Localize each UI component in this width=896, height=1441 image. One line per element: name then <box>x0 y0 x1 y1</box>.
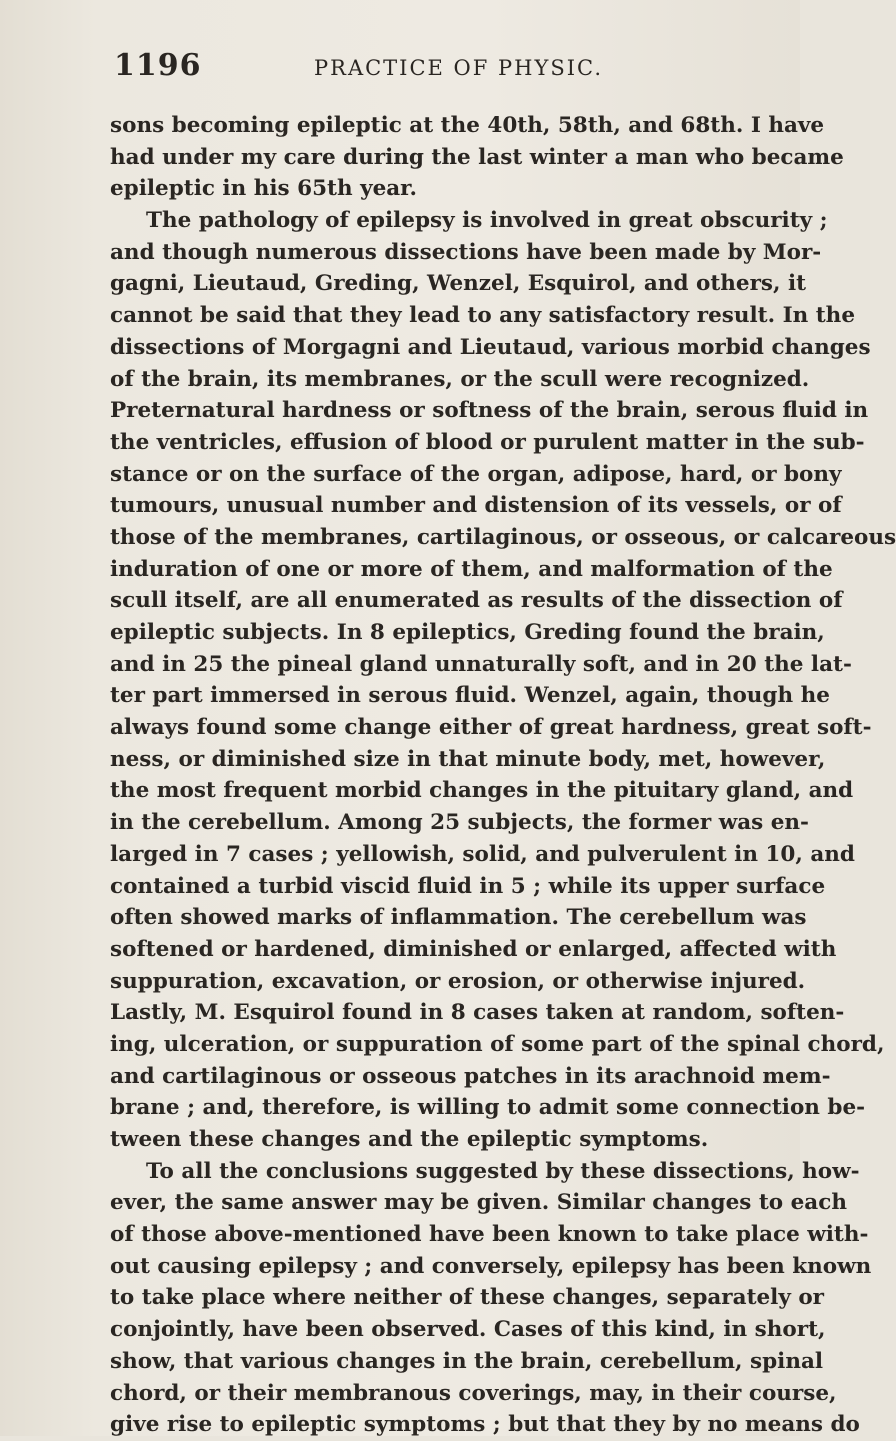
text-line: and in 25 the pineal gland unnaturally soft, and in 20 the lat- <box>110 651 852 677</box>
text-line: larged in 7 cases ; yellowish, solid, and pulverulent in 10, and <box>110 841 855 867</box>
text-line: the most frequent morbid changes in the pituitary gland, and <box>110 778 854 804</box>
text-line: epileptic in his 65th year. <box>110 176 418 202</box>
text-line: gagni, Lieutaud, Greding, Wenzel, Esquirol, and others, it <box>110 271 807 297</box>
text-line: scull itself, are all enumerated as results of the dissection of <box>110 588 843 614</box>
text-line: stance or on the surface of the organ, adipose, hard, or bony <box>110 461 842 487</box>
text-line: dissections of Morgagni and Lieutaud, various morbid changes <box>110 334 871 360</box>
body-text <box>110 110 896 1438</box>
text-line: softened or hardened, diminished or enlarged, affected with <box>110 936 837 962</box>
text-line: contained a turbid viscid fluid in 5 ; while its upper surface <box>110 873 826 899</box>
text-line: of those above-mentioned have been known to take place with- <box>110 1222 869 1248</box>
text-line: and though numerous dissections have been made by Mor- <box>110 239 822 265</box>
text-line: The pathology of epilepsy is involved in great obscurity ; <box>146 208 828 234</box>
running-head: PRACTICE OF PHYSIC. <box>314 56 603 80</box>
text-line: give rise to epileptic symptoms ; but that they by no means do <box>110 1412 860 1438</box>
text-line: ing, ulceration, or suppuration of some part of the spinal chord, <box>110 1031 885 1057</box>
text-line: Preternatural hardness or softness of the brain, serous fluid in <box>110 398 869 424</box>
page-number: 1196 <box>114 48 202 83</box>
paragraph <box>110 110 844 205</box>
paragraph <box>110 205 896 1156</box>
text-line: always found some change either of great hardness, great soft- <box>110 715 872 741</box>
text-line: To all the conclusions suggested by these dissections, how- <box>146 1158 860 1184</box>
text-line: cannot be said that they lead to any satisfactory result. In the <box>110 303 855 329</box>
page-header <box>114 48 734 88</box>
text-line: and cartilaginous or osseous patches in its arachnoid mem- <box>110 1063 831 1089</box>
text-line: show, that various changes in the brain, cerebellum, spinal <box>110 1348 824 1374</box>
text-line: sons becoming epileptic at the 40th, 58th, and 68th. I have <box>110 113 825 138</box>
text-line: brane ; and, therefore, is willing to admit some connection be- <box>110 1095 866 1121</box>
text-line: had under my care during the last winter a man who became <box>110 144 844 170</box>
text-line: suppuration, excavation, or erosion, or otherwise injured. <box>110 968 806 994</box>
text-line: ter part immersed in serous fluid. Wenzel, again, though he <box>110 683 830 709</box>
text-line: ness, or diminished size in that minute body, met, however, <box>110 746 826 772</box>
text-line: Lastly, M. Esquirol found in 8 cases taken at random, soften- <box>110 1000 845 1026</box>
text-line: chord, or their membranous coverings, may, in their course, <box>110 1380 837 1406</box>
text-line: tumours, unusual number and distension of its vessels, or of <box>110 493 842 519</box>
text-line: epileptic subjects. In 8 epileptics, Greding found the brain, <box>110 620 825 645</box>
text-line: induration of one or more of them, and malformation of the <box>110 556 833 582</box>
text-line: often showed marks of inflammation. The cerebellum was <box>110 905 807 931</box>
text-line: those of the membranes, cartilaginous, or osseous, or calcareous <box>110 524 896 550</box>
text-line: the ventricles, effusion of blood or purulent matter in the sub- <box>110 429 865 455</box>
text-line: out causing epilepsy ; and conversely, epilepsy has been known <box>110 1253 872 1279</box>
text-line: to take place where neither of these changes, separately or <box>110 1285 824 1311</box>
text-line: conjointly, have been observed. Cases of this kind, in short, <box>110 1317 826 1343</box>
paragraph <box>110 1156 872 1441</box>
text-line: in the cerebellum. Among 25 subjects, the former was en- <box>110 810 809 836</box>
text-line: ever, the same answer may be given. Similar changes to each <box>110 1190 847 1216</box>
text-line: of the brain, its membranes, or the scull were recognized. <box>110 366 810 392</box>
text-line: tween these changes and the epileptic symptoms. <box>110 1127 709 1152</box>
